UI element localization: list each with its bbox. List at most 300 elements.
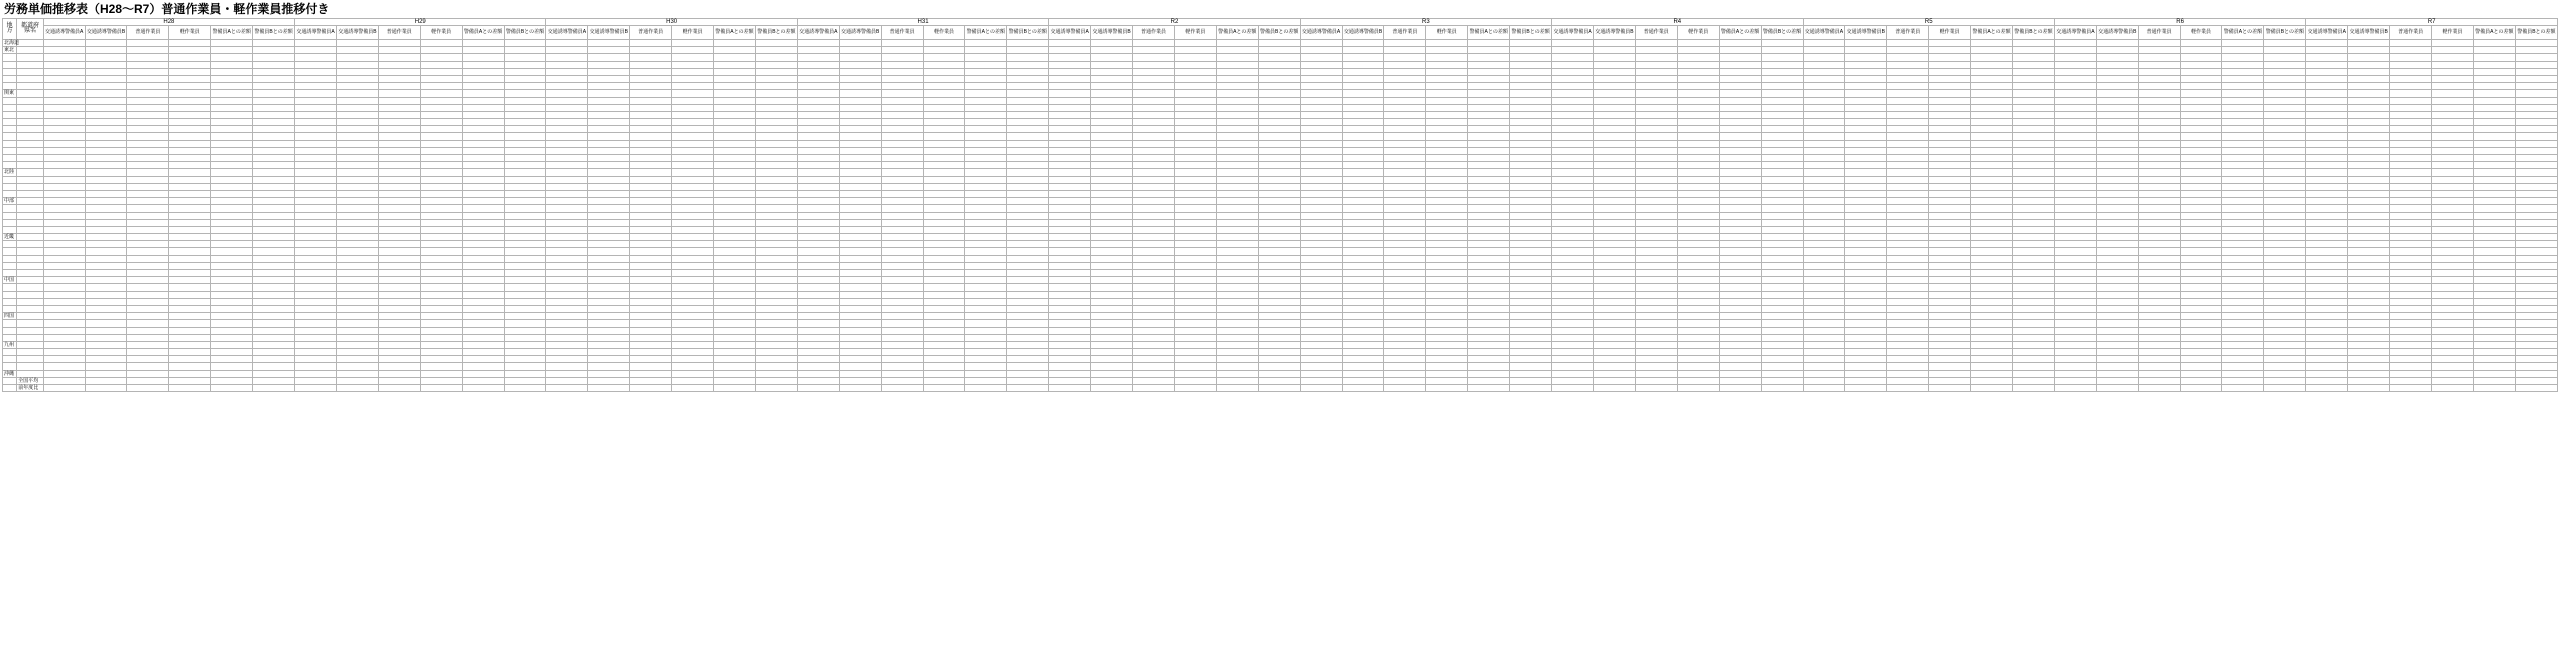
value-cell <box>755 305 797 312</box>
value-cell <box>1258 219 1300 226</box>
value-cell <box>2348 155 2390 162</box>
value-cell <box>1342 198 1384 205</box>
value-cell <box>1929 119 1971 126</box>
value-cell <box>1677 248 1719 255</box>
value-cell <box>546 356 588 363</box>
value-cell <box>295 162 337 169</box>
value-cell <box>2222 248 2264 255</box>
value-cell <box>1593 133 1635 140</box>
value-cell <box>1300 40 1342 47</box>
value-cell <box>1887 54 1929 61</box>
value-cell <box>1845 248 1887 255</box>
value-cell <box>1887 75 1929 82</box>
value-cell <box>1426 47 1468 54</box>
value-cell <box>1258 54 1300 61</box>
value-cell <box>755 75 797 82</box>
value-cell <box>462 75 504 82</box>
header-col: 交通誘導警備員A <box>2306 26 2348 40</box>
value-cell <box>1426 140 1468 147</box>
value-cell <box>1174 341 1216 348</box>
value-cell <box>1971 234 2013 241</box>
pref-cell <box>17 147 43 154</box>
value-cell <box>1091 190 1133 197</box>
value-cell <box>43 97 85 104</box>
value-cell <box>1426 327 1468 334</box>
value-cell <box>1887 349 1929 356</box>
pref-cell <box>17 363 43 370</box>
value-cell <box>2180 104 2222 111</box>
header-col: 警備員Aとの差額 <box>2473 26 2515 40</box>
table-row <box>3 155 2558 162</box>
value-cell <box>1174 327 1216 334</box>
value-cell <box>630 327 672 334</box>
value-cell <box>1133 248 1175 255</box>
value-cell <box>295 248 337 255</box>
value-cell <box>797 385 839 392</box>
value-cell <box>2222 370 2264 377</box>
value-cell <box>1007 111 1049 118</box>
header-col: 普通作業員 <box>378 26 420 40</box>
value-cell <box>1552 155 1594 162</box>
value-cell <box>881 262 923 269</box>
value-cell <box>1761 341 1803 348</box>
value-cell <box>1258 162 1300 169</box>
value-cell <box>1971 190 2013 197</box>
value-cell <box>755 54 797 61</box>
value-cell <box>336 90 378 97</box>
value-cell <box>1593 270 1635 277</box>
value-cell <box>546 133 588 140</box>
table-row <box>3 248 2558 255</box>
value-cell <box>2138 255 2180 262</box>
value-cell <box>1552 198 1594 205</box>
value-cell <box>630 40 672 47</box>
value-cell <box>1593 313 1635 320</box>
value-cell <box>1468 176 1510 183</box>
value-cell <box>85 47 127 54</box>
pref-cell <box>17 68 43 75</box>
value-cell <box>1174 356 1216 363</box>
value-cell <box>1426 205 1468 212</box>
value-cell <box>1887 277 1929 284</box>
value-cell <box>295 133 337 140</box>
value-cell <box>43 190 85 197</box>
value-cell <box>1342 356 1384 363</box>
value-cell <box>1593 385 1635 392</box>
value-cell <box>127 126 169 133</box>
value-cell <box>336 385 378 392</box>
value-cell <box>1300 205 1342 212</box>
value-cell <box>2264 241 2306 248</box>
value-cell <box>1803 284 1845 291</box>
value-cell <box>336 126 378 133</box>
value-cell <box>630 183 672 190</box>
value-cell <box>85 104 127 111</box>
value-cell <box>2348 169 2390 176</box>
value-cell <box>378 54 420 61</box>
value-cell <box>1677 162 1719 169</box>
value-cell <box>336 349 378 356</box>
value-cell <box>923 219 965 226</box>
value-cell <box>2180 248 2222 255</box>
value-cell <box>420 370 462 377</box>
value-cell <box>2515 47 2557 54</box>
value-cell <box>2012 190 2054 197</box>
value-cell <box>1468 377 1510 384</box>
value-cell <box>1803 320 1845 327</box>
value-cell <box>839 262 881 269</box>
value-cell <box>1552 147 1594 154</box>
value-cell <box>755 212 797 219</box>
value-cell <box>1761 75 1803 82</box>
value-cell <box>253 190 295 197</box>
value-cell <box>1510 349 1552 356</box>
value-cell <box>630 262 672 269</box>
value-cell <box>2432 162 2474 169</box>
value-cell <box>1593 226 1635 233</box>
region-cell <box>3 190 17 197</box>
value-cell <box>1216 205 1258 212</box>
value-cell <box>504 183 546 190</box>
value-cell <box>43 341 85 348</box>
value-cell <box>169 377 211 384</box>
value-cell <box>672 140 714 147</box>
value-cell <box>630 155 672 162</box>
value-cell <box>881 190 923 197</box>
value-cell <box>2348 176 2390 183</box>
value-cell <box>797 255 839 262</box>
value-cell <box>169 40 211 47</box>
header-col: 普通作業員 <box>881 26 923 40</box>
value-cell <box>1426 377 1468 384</box>
value-cell <box>965 198 1007 205</box>
value-cell <box>1426 61 1468 68</box>
value-cell <box>797 126 839 133</box>
value-cell <box>462 320 504 327</box>
value-cell <box>881 104 923 111</box>
value-cell <box>1677 219 1719 226</box>
value-cell <box>2054 248 2096 255</box>
value-cell <box>2054 183 2096 190</box>
value-cell <box>1803 270 1845 277</box>
value-cell <box>1845 277 1887 284</box>
value-cell <box>2096 327 2138 334</box>
value-cell <box>755 349 797 356</box>
value-cell <box>2012 54 2054 61</box>
value-cell <box>378 255 420 262</box>
value-cell <box>923 126 965 133</box>
value-cell <box>2180 334 2222 341</box>
value-cell <box>1803 54 1845 61</box>
value-cell <box>797 47 839 54</box>
pref-cell <box>17 234 43 241</box>
value-cell <box>881 111 923 118</box>
value-cell <box>1803 61 1845 68</box>
value-cell <box>2054 75 2096 82</box>
value-cell <box>1468 198 1510 205</box>
value-cell <box>2054 205 2096 212</box>
value-cell <box>211 147 253 154</box>
value-cell <box>211 320 253 327</box>
value-cell <box>1761 377 1803 384</box>
value-cell <box>127 183 169 190</box>
pref-cell <box>17 270 43 277</box>
value-cell <box>1426 83 1468 90</box>
value-cell <box>2180 341 2222 348</box>
header-year-H30: H30 <box>546 19 797 26</box>
value-cell <box>2012 341 2054 348</box>
value-cell <box>169 270 211 277</box>
value-cell <box>1845 169 1887 176</box>
value-cell <box>546 205 588 212</box>
value-cell <box>1761 313 1803 320</box>
value-cell <box>504 341 546 348</box>
value-cell <box>755 248 797 255</box>
value-cell <box>253 104 295 111</box>
value-cell <box>1426 104 1468 111</box>
value-cell <box>714 277 756 284</box>
value-cell <box>1007 83 1049 90</box>
value-cell <box>588 126 630 133</box>
value-cell <box>672 75 714 82</box>
value-cell <box>2054 61 2096 68</box>
value-cell <box>797 205 839 212</box>
value-cell <box>2390 83 2432 90</box>
value-cell <box>1887 219 1929 226</box>
value-cell <box>1300 83 1342 90</box>
value-cell <box>2012 155 2054 162</box>
value-cell <box>714 183 756 190</box>
value-cell <box>2180 169 2222 176</box>
value-cell <box>2306 262 2348 269</box>
value-cell <box>1091 284 1133 291</box>
value-cell <box>2180 198 2222 205</box>
value-cell <box>1426 270 1468 277</box>
value-cell <box>714 40 756 47</box>
value-cell <box>1929 111 1971 118</box>
value-cell <box>672 176 714 183</box>
value-cell <box>2012 147 2054 154</box>
value-cell <box>378 111 420 118</box>
table-row <box>3 90 2558 97</box>
value-cell <box>1510 305 1552 312</box>
value-cell <box>211 40 253 47</box>
value-cell <box>1342 226 1384 233</box>
pref-cell <box>17 133 43 140</box>
value-cell <box>1677 190 1719 197</box>
value-cell <box>839 284 881 291</box>
value-cell <box>1049 155 1091 162</box>
header-col: 交通誘導警備員A <box>797 26 839 40</box>
value-cell <box>923 90 965 97</box>
value-cell <box>2473 313 2515 320</box>
value-cell <box>211 205 253 212</box>
value-cell <box>2348 40 2390 47</box>
value-cell <box>2222 111 2264 118</box>
value-cell <box>2096 363 2138 370</box>
value-cell <box>1300 320 1342 327</box>
value-cell <box>211 83 253 90</box>
value-cell <box>1845 119 1887 126</box>
value-cell <box>127 219 169 226</box>
value-cell <box>546 155 588 162</box>
value-cell <box>2515 176 2557 183</box>
value-cell <box>1510 133 1552 140</box>
value-cell <box>630 111 672 118</box>
value-cell <box>1845 385 1887 392</box>
pref-cell <box>17 241 43 248</box>
value-cell <box>1007 162 1049 169</box>
value-cell <box>1552 169 1594 176</box>
value-cell <box>1761 262 1803 269</box>
value-cell <box>2180 205 2222 212</box>
value-cell <box>2390 226 2432 233</box>
value-cell <box>378 248 420 255</box>
value-cell <box>588 169 630 176</box>
value-cell <box>588 356 630 363</box>
value-cell <box>2348 305 2390 312</box>
value-cell <box>1258 83 1300 90</box>
value-cell <box>1929 284 1971 291</box>
value-cell <box>2180 40 2222 47</box>
value-cell <box>630 68 672 75</box>
value-cell <box>1300 255 1342 262</box>
value-cell <box>2138 198 2180 205</box>
value-cell <box>1845 298 1887 305</box>
value-cell <box>2138 341 2180 348</box>
value-cell <box>630 255 672 262</box>
value-cell <box>2222 155 2264 162</box>
pref-cell <box>17 90 43 97</box>
value-cell <box>672 219 714 226</box>
value-cell <box>420 198 462 205</box>
value-cell <box>1258 169 1300 176</box>
value-cell <box>1426 370 1468 377</box>
value-cell <box>1133 320 1175 327</box>
value-cell <box>1342 255 1384 262</box>
value-cell <box>2264 83 2306 90</box>
value-cell <box>2180 370 2222 377</box>
value-cell <box>1845 190 1887 197</box>
value-cell <box>1384 147 1426 154</box>
region-cell <box>3 248 17 255</box>
value-cell <box>923 385 965 392</box>
value-cell <box>1719 183 1761 190</box>
value-cell <box>1887 320 1929 327</box>
pref-cell <box>17 356 43 363</box>
value-cell <box>1174 147 1216 154</box>
value-cell <box>755 133 797 140</box>
header-year-R7: R7 <box>2306 19 2558 26</box>
value-cell <box>2138 205 2180 212</box>
value-cell <box>1384 385 1426 392</box>
header-col: 交通誘導警備員A <box>546 26 588 40</box>
value-cell <box>1593 349 1635 356</box>
value-cell <box>378 169 420 176</box>
value-cell <box>588 219 630 226</box>
value-cell <box>420 75 462 82</box>
value-cell <box>43 205 85 212</box>
value-cell <box>295 349 337 356</box>
value-cell <box>1719 90 1761 97</box>
value-cell <box>1468 90 1510 97</box>
value-cell <box>1719 334 1761 341</box>
value-cell <box>378 284 420 291</box>
value-cell <box>1300 385 1342 392</box>
value-cell <box>378 40 420 47</box>
value-cell <box>43 270 85 277</box>
value-cell <box>85 349 127 356</box>
value-cell <box>2306 385 2348 392</box>
value-cell <box>2515 341 2557 348</box>
value-cell <box>1049 291 1091 298</box>
header-col: 警備員Bとの差額 <box>504 26 546 40</box>
value-cell <box>1091 155 1133 162</box>
value-cell <box>1133 133 1175 140</box>
value-cell <box>1803 241 1845 248</box>
value-cell <box>1384 47 1426 54</box>
value-cell <box>2390 234 2432 241</box>
value-cell <box>1761 298 1803 305</box>
value-cell <box>2473 126 2515 133</box>
value-cell <box>1593 234 1635 241</box>
value-cell <box>2348 140 2390 147</box>
value-cell <box>1007 255 1049 262</box>
value-cell <box>1887 111 1929 118</box>
value-cell <box>2264 169 2306 176</box>
value-cell <box>1342 162 1384 169</box>
value-cell <box>169 356 211 363</box>
value-cell <box>1510 155 1552 162</box>
value-cell <box>1007 327 1049 334</box>
value-cell <box>2432 234 2474 241</box>
value-cell <box>211 104 253 111</box>
value-cell <box>1929 40 1971 47</box>
value-cell <box>965 291 1007 298</box>
value-cell <box>378 234 420 241</box>
value-cell <box>1007 241 1049 248</box>
value-cell <box>2096 47 2138 54</box>
value-cell <box>1677 140 1719 147</box>
value-cell <box>1426 90 1468 97</box>
value-cell <box>1174 97 1216 104</box>
value-cell <box>1216 291 1258 298</box>
value-cell <box>1845 47 1887 54</box>
value-cell <box>1677 255 1719 262</box>
value-cell <box>1887 377 1929 384</box>
value-cell <box>2390 68 2432 75</box>
value-cell <box>253 90 295 97</box>
value-cell <box>2138 155 2180 162</box>
value-cell <box>2515 133 2557 140</box>
value-cell <box>714 133 756 140</box>
value-cell <box>85 140 127 147</box>
value-cell <box>420 176 462 183</box>
year-over-year-label: 前年度比 <box>17 385 43 392</box>
value-cell <box>546 169 588 176</box>
value-cell <box>1677 68 1719 75</box>
value-cell <box>504 385 546 392</box>
value-cell <box>1887 162 1929 169</box>
value-cell <box>504 241 546 248</box>
value-cell <box>1929 147 1971 154</box>
value-cell <box>1007 119 1049 126</box>
value-cell <box>1384 176 1426 183</box>
value-cell <box>295 313 337 320</box>
value-cell <box>1091 212 1133 219</box>
value-cell <box>295 198 337 205</box>
value-cell <box>1635 155 1677 162</box>
